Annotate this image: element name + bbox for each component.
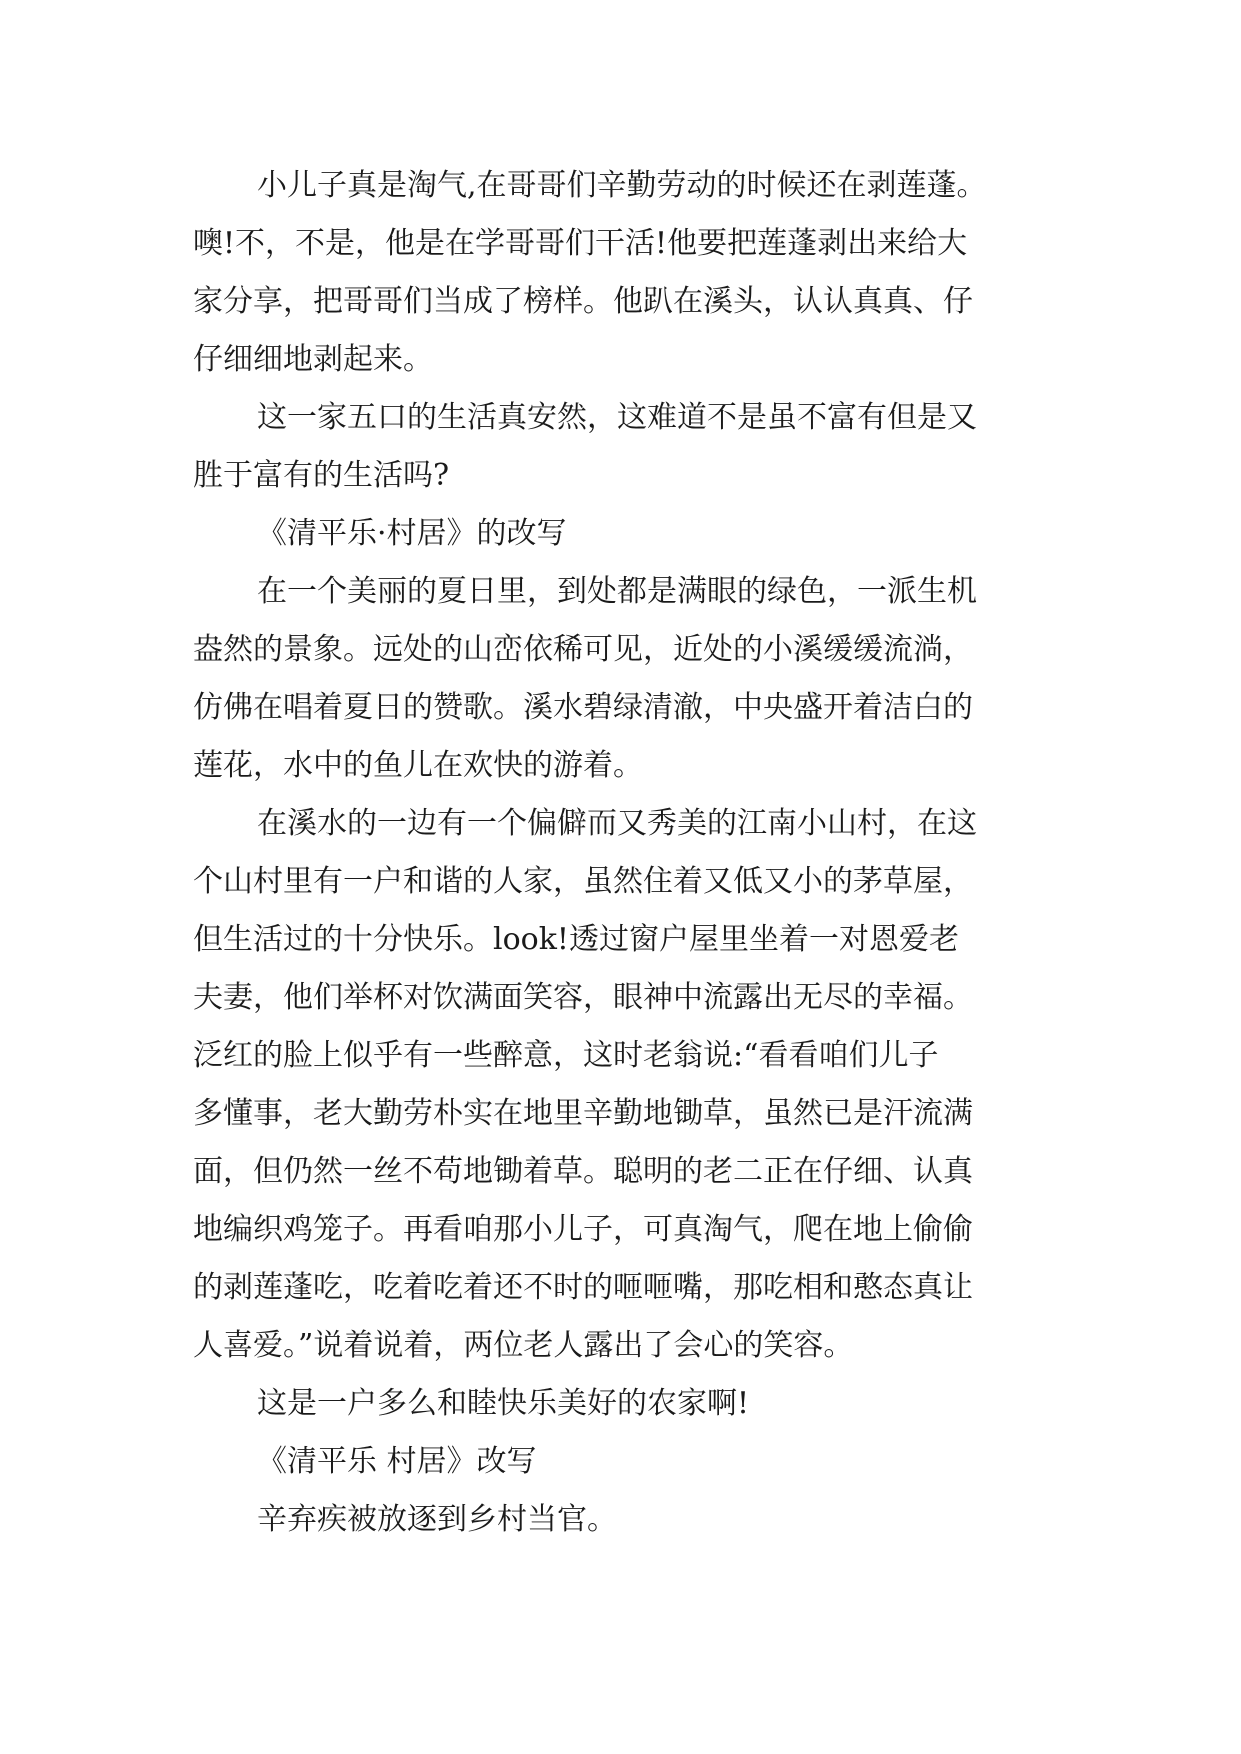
text-line: 在溪水的一边有一个偏僻而又秀美的江南小山村，在这 (257, 806, 977, 841)
text-line: 仔细细地剥起来。 (193, 342, 433, 377)
text-line: 夫妻，他们举杯对饮满面笑容，眼神中流露出无尽的幸福。 (193, 980, 973, 1015)
text-line: 面，但仍然一丝不苟地锄着草。聪明的老二正在仔细、认真 (193, 1154, 973, 1189)
text-line: 莲花，水中的鱼儿在欢快的游着。 (193, 748, 643, 783)
text-line: 多懂事，老大勤劳朴实在地里辛勤地锄草，虽然已是汗流满 (193, 1096, 973, 1131)
section-heading: 《清平乐·村居》的改写 (257, 516, 567, 551)
text-line: 盎然的景象。远处的山峦依稀可见，近处的小溪缓缓流淌， (193, 632, 973, 667)
text-line: 辛弃疾被放逐到乡村当官。 (257, 1502, 617, 1537)
section-heading: 《清平乐 村居》改写 (257, 1444, 537, 1479)
text-line: 人喜爱。”说着说着，两位老人露出了会心的笑容。 (193, 1328, 854, 1363)
text-line: 的剥莲蓬吃，吃着吃着还不时的咂咂嘴，那吃相和憨态真让 (193, 1270, 973, 1305)
document-body (193, 157, 1073, 1549)
text-line: 泛红的脸上似乎有一些醉意，这时老翁说:“看看咱们儿子 (193, 1038, 939, 1073)
text-line: 在一个美丽的夏日里，到处都是满眼的绿色，一派生机 (257, 574, 977, 609)
text-line: 这一家五口的生活真安然，这难道不是虽不富有但是又 (257, 400, 977, 435)
text-line: 仿佛在唱着夏日的赞歌。溪水碧绿清澈，中央盛开着洁白的 (193, 690, 973, 725)
text-line: 这是一户多么和睦快乐美好的农家啊! (257, 1386, 750, 1421)
text-line: 小儿子真是淘气,在哥哥们辛勤劳动的时候还在剥莲蓬。 (257, 168, 987, 203)
text-line: 胜于富有的生活吗? (193, 458, 450, 493)
text-line: 个山村里有一户和谐的人家，虽然住着又低又小的茅草屋， (193, 864, 973, 899)
text-line: 噢!不，不是，他是在学哥哥们干活!他要把莲蓬剥出来给大 (193, 226, 968, 261)
text-line: 地编织鸡笼子。再看咱那小儿子，可真淘气，爬在地上偷偷 (193, 1212, 973, 1247)
text-line: 但生活过的十分快乐。look!透过窗户屋里坐着一对恩爱老 (193, 922, 959, 957)
text-line: 家分享，把哥哥们当成了榜样。他趴在溪头，认认真真、仔 (193, 284, 973, 319)
